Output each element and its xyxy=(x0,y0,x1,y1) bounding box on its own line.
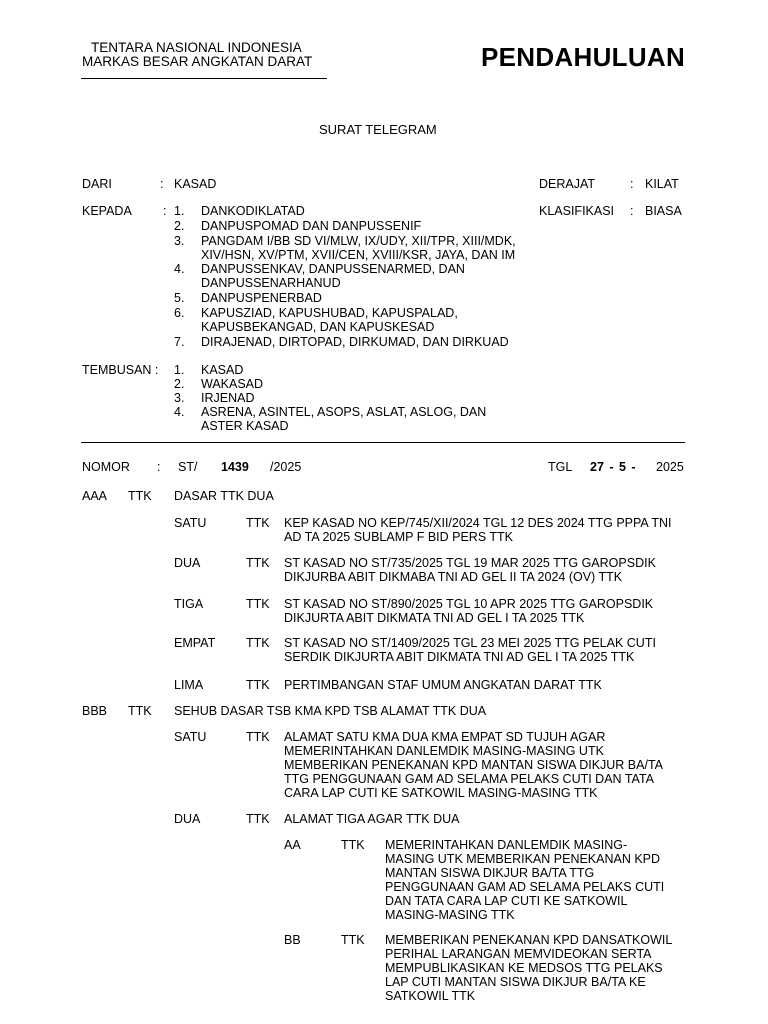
tembusan-num: 4. xyxy=(174,405,185,419)
aaa-item-text-cont: DIKJURTA ABIT DIKMATA TNI AD GEL I TA 2025 TTK xyxy=(284,611,585,625)
aaa-item-text: ST KASAD NO ST/890/2025 TGL 10 APR 2025 TTG GAROPSDIK xyxy=(284,597,654,611)
bbb-dua-sub-text: MASING UTK MEMBERIKAN PENEKANAN KPD xyxy=(385,852,661,866)
bbb-satu-text: TTG PENGGUNAAN GAM AD SELAMA PELAKS CUTI DAN TATA xyxy=(284,772,654,786)
dari-label: DARI xyxy=(82,177,112,191)
bbb-dua-sub-text: LAP CUTI MANTAN SISWA DIKJUR BA/TA KE xyxy=(385,975,646,989)
kepada-num: 1. xyxy=(174,204,185,218)
bbb-dua-sub-ttk: TTK xyxy=(341,838,365,852)
bbb-dua-sub-text: MANTAN SISWA DIKJUR BA/TA TTG xyxy=(385,866,595,880)
bbb-dua-text: ALAMAT TIGA AGAR TTK DUA xyxy=(284,812,460,826)
dari-sep: : xyxy=(160,177,164,191)
tgl-label: TGL xyxy=(548,460,573,474)
aaa-item-label: DUA xyxy=(174,556,201,570)
aaa-item-text: ST KASAD NO ST/735/2025 TGL 19 MAR 2025 TTG GAROPSDIK xyxy=(284,556,656,570)
stamp-title: PENDAHULUAN xyxy=(481,42,686,72)
aaa-item-text-cont: AD TA 2025 SUBLAMP F BID PERS TTK xyxy=(284,530,514,544)
bbb-dua-sub-text: DAN TATA CARA LAP CUTI KE SATKOWIL xyxy=(385,894,628,908)
section-divider xyxy=(81,442,685,443)
tembusan-item: ASRENA, ASINTEL, ASOPS, ASLAT, ASLOG, DAN xyxy=(201,405,487,419)
letterhead-underline xyxy=(81,78,327,79)
kepada-sep: : xyxy=(163,204,167,218)
derajat-label: DERAJAT xyxy=(539,177,596,191)
tembusan-num: 2. xyxy=(174,377,185,391)
kepada-item: DIRAJENAD, DIRTOPAD, DIRKUMAD, DAN DIRKUAD xyxy=(201,335,509,349)
aaa-item-ttk: TTK xyxy=(246,636,270,650)
kepada-item: DANPUSSENKAV, DANPUSSENARMED, DAN xyxy=(201,262,465,276)
aaa-item-label: SATU xyxy=(174,516,207,530)
tembusan-item: KASAD xyxy=(201,363,244,377)
kepada-num: 5. xyxy=(174,291,185,305)
aaa-item-label: EMPAT xyxy=(174,636,216,650)
bbb-satu-text: ALAMAT SATU KMA DUA KMA EMPAT SD TUJUH AGAR xyxy=(284,730,606,744)
aaa-item-label: TIGA xyxy=(174,597,204,611)
bbb-satu-ttk: TTK xyxy=(246,730,270,744)
org-unit: MARKAS BESAR ANGKATAN DARAT xyxy=(82,54,313,69)
document-type: SURAT TELEGRAM xyxy=(319,122,437,137)
aaa-text: DASAR TTK DUA xyxy=(174,489,274,503)
bbb-text: SEHUB DASAR TSB KMA KPD TSB ALAMAT TTK DUA xyxy=(174,704,487,718)
kepada-item: KAPUSZIAD, KAPUSHUBAD, KAPUSPALAD, xyxy=(201,306,458,320)
nomor-label: NOMOR xyxy=(82,460,130,474)
bbb-dua-sub-text: MEMERINTAHKAN DANLEMDIK MASING- xyxy=(385,838,628,852)
bbb-dua-sub-ttk: TTK xyxy=(341,933,365,947)
kepada-item-cont: DANPUSSENARHANUD xyxy=(201,276,341,290)
aaa-item-text-cont: SERDIK DIKJURTA ABIT DIKMATA TNI AD GEL I TA 2025 TTK xyxy=(284,650,635,664)
tembusan-label: TEMBUSAN : xyxy=(82,363,159,377)
dari-value: KASAD xyxy=(174,177,217,191)
tembusan-item: WAKASAD xyxy=(201,377,264,391)
bbb-dua-sub-label: BB xyxy=(284,933,301,947)
bbb-dua-sub-text: MEMBERIKAN PENEKANAN KPD DANSATKOWIL xyxy=(385,933,673,947)
tembusan-item-cont: ASTER KASAD xyxy=(201,419,289,433)
kepada-num: 7. xyxy=(174,335,185,349)
aaa-item-text: ST KASAD NO ST/1409/2025 TGL 23 MEI 2025 TTG PELAK CUTI xyxy=(284,636,656,650)
bbb-code: BBB xyxy=(82,704,108,718)
kepada-item-cont: XIV/HSN, XV/PTM, XVII/CEN, XVIII/KSR, JAYA, DAN IM xyxy=(201,248,516,262)
aaa-code: AAA xyxy=(82,489,108,503)
bbb-dua-sub-text-end: MASING-MASING TTK xyxy=(385,908,515,922)
kepada-num: 4. xyxy=(174,262,185,276)
tembusan-item: IRJENAD xyxy=(201,391,255,405)
nomor-sep: : xyxy=(157,460,161,474)
bbb-dua-sub-text: PERIHAL LARANGAN MEMVIDEOKAN SERTA xyxy=(385,947,652,961)
kepada-item: DANPUSPENERBAD xyxy=(201,291,322,305)
aaa-item-ttk: TTK xyxy=(246,556,270,570)
kepada-num: 3. xyxy=(174,234,185,248)
org-name: TENTARA NASIONAL INDONESIA xyxy=(91,40,302,55)
klasifikasi-label: KLASIFIKASI xyxy=(539,204,615,218)
aaa-item-ttk: TTK xyxy=(246,597,270,611)
derajat-sep: : xyxy=(630,177,634,191)
kepada-num: 2. xyxy=(174,219,185,233)
tembusan-num: 3. xyxy=(174,391,185,405)
bbb-dua-sub-text: PENGGUNAAN GAM AD SELAMA PELAKS CUTI xyxy=(385,880,665,894)
kepada-item: DANKODIKLATAD xyxy=(201,204,305,218)
kepada-label: KEPADA xyxy=(82,204,132,218)
derajat-value: KILAT xyxy=(645,177,679,191)
aaa-item-text: KEP KASAD NO KEP/745/XII/2024 TGL 12 DES 2024 TTG PPPA TNI xyxy=(284,516,672,530)
aaa-item-label: LIMA xyxy=(174,678,204,692)
nomor-prefix: ST/ xyxy=(178,460,198,474)
kepada-item: DANPUSPOMAD DAN DANPUSSENIF xyxy=(201,219,422,233)
kepada-item-cont: KAPUSBEKANGAD, DAN KAPUSKESAD xyxy=(201,320,435,334)
tembusan-num: 1. xyxy=(174,363,185,377)
nomor-number: 1439 xyxy=(221,460,249,474)
bbb-satu-text: MEMERINTAHKAN DANLEMDIK MASING-MASING UTK xyxy=(284,744,604,758)
tgl-year: 2025 xyxy=(656,460,684,474)
bbb-dua-label: DUA xyxy=(174,812,201,826)
aaa-item-ttk: TTK xyxy=(246,678,270,692)
klasifikasi-value: BIASA xyxy=(645,204,682,218)
aaa-item-text-cont: DIKJURBA ABIT DIKMABA TNI AD GEL II TA 2024 (OV) TTK xyxy=(284,570,623,584)
bbb-satu-text-end: CARA LAP CUTI KE SATKOWIL MASING-MASING TTK xyxy=(284,786,598,800)
aaa-item-ttk: TTK xyxy=(246,516,270,530)
bbb-dua-sub-text-end: SATKOWIL TTK xyxy=(385,989,476,1003)
bbb-ttk: TTK xyxy=(128,704,152,718)
bbb-satu-label: SATU xyxy=(174,730,207,744)
aaa-ttk: TTK xyxy=(128,489,152,503)
bbb-dua-sub-text: MEMPUBLIKASIKAN KE MEDSOS TTG PELAKS xyxy=(385,961,663,975)
nomor-suffix: /2025 xyxy=(270,460,302,474)
bbb-satu-text: MEMBERIKAN PENEKANAN KPD MANTAN SISWA DIKJUR BA/TA xyxy=(284,758,663,772)
klasifikasi-sep: : xyxy=(630,204,634,218)
aaa-item-text: PERTIMBANGAN STAF UMUM ANGKATAN DARAT TTK xyxy=(284,678,602,692)
kepada-item: PANGDAM I/BB SD VI/MLW, IX/UDY, XII/TPR, XIII/MDK, xyxy=(201,234,516,248)
tgl-date: 27 - 5 - xyxy=(590,460,636,474)
bbb-dua-ttk: TTK xyxy=(246,812,270,826)
kepada-num: 6. xyxy=(174,306,185,320)
bbb-dua-sub-label: AA xyxy=(284,838,301,852)
